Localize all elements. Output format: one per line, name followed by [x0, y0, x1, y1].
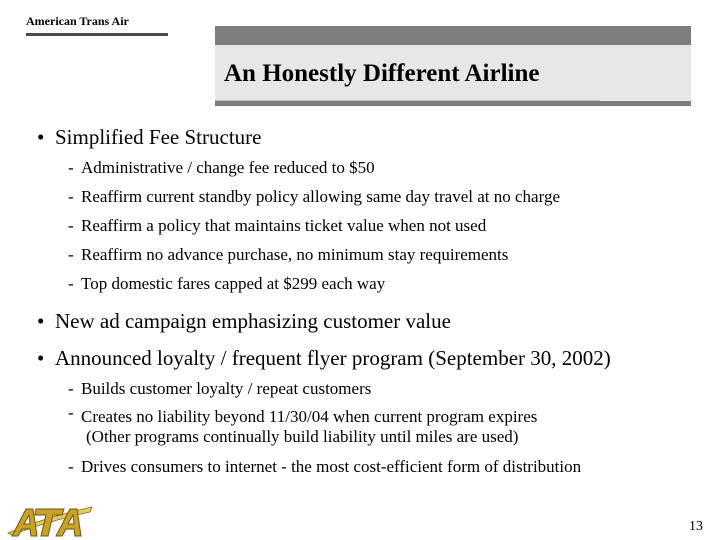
sub-bullet-text: Top domestic fares capped at $299 each way	[81, 274, 386, 293]
sub-bullet-text: Reaffirm a policy that maintains ticket value when not used	[81, 216, 487, 235]
sub-bullet-list	[68, 153, 707, 298]
dash-mark: -	[68, 216, 74, 235]
sub-bullet-item	[68, 374, 707, 403]
brand-underline	[26, 33, 168, 36]
page-number: 13	[689, 519, 703, 534]
section-ad-campaign	[37, 308, 707, 335]
sub-bullet-item	[68, 153, 707, 182]
dash-mark: -	[68, 379, 74, 398]
slide-title: An Honestly Different Airline	[224, 60, 540, 87]
dash-mark: -	[68, 187, 74, 206]
dash-mark: -	[68, 158, 74, 177]
dash-mark: -	[68, 245, 74, 264]
sub-bullet-text: Administrative / change fee reduced to $50	[81, 158, 375, 177]
slide-content	[37, 124, 707, 481]
bullet-text: Announced loyalty / frequent flyer program (September 30, 2002)	[55, 346, 611, 370]
sub-bullet-item	[68, 452, 707, 481]
section-loyalty-program	[37, 345, 707, 481]
bullet-heading	[37, 345, 707, 372]
sub-bullet-item	[68, 269, 707, 298]
dash-mark: -	[68, 274, 74, 293]
brand-label: American Trans Air	[26, 14, 129, 28]
title-top-band	[215, 26, 691, 45]
bullet-text: Simplified Fee Structure	[55, 125, 262, 149]
section-fee-structure	[37, 124, 707, 298]
dash-mark: -	[68, 403, 74, 422]
sub-bullet-continuation: (Other programs continually build liability until miles are used)	[86, 427, 519, 446]
title-bottom-band	[215, 101, 691, 106]
sub-bullet-text: Builds customer loyalty / repeat customers	[81, 379, 372, 398]
bullet-heading	[37, 308, 707, 335]
bullet-text: New ad campaign emphasizing customer value	[55, 309, 451, 333]
sub-bullet-text: Reaffirm no advance purchase, no minimum stay requirements	[81, 245, 509, 264]
bullet-mark: •	[37, 309, 45, 333]
sub-bullet-item	[68, 240, 707, 269]
logo-letter-a1	[12, 509, 37, 536]
sub-bullet-text: Drives consumers to internet - the most cost-efficient form of distribution	[81, 457, 582, 476]
sub-bullet-text: Creates no liability beyond 11/30/04 when current program expires	[81, 407, 538, 426]
sub-bullet-item	[68, 403, 707, 452]
sub-bullet-list	[68, 374, 707, 481]
bullet-mark: •	[37, 346, 45, 370]
sub-bullet-text: Reaffirm current standby policy allowing same day travel at no charge	[81, 187, 560, 206]
sub-bullet-item	[68, 182, 707, 211]
dash-mark: -	[68, 457, 74, 476]
title-box	[215, 26, 691, 106]
sub-bullet-item	[68, 211, 707, 240]
bullet-heading	[37, 124, 707, 151]
ata-logo	[6, 503, 94, 537]
bullet-mark: •	[37, 125, 45, 149]
